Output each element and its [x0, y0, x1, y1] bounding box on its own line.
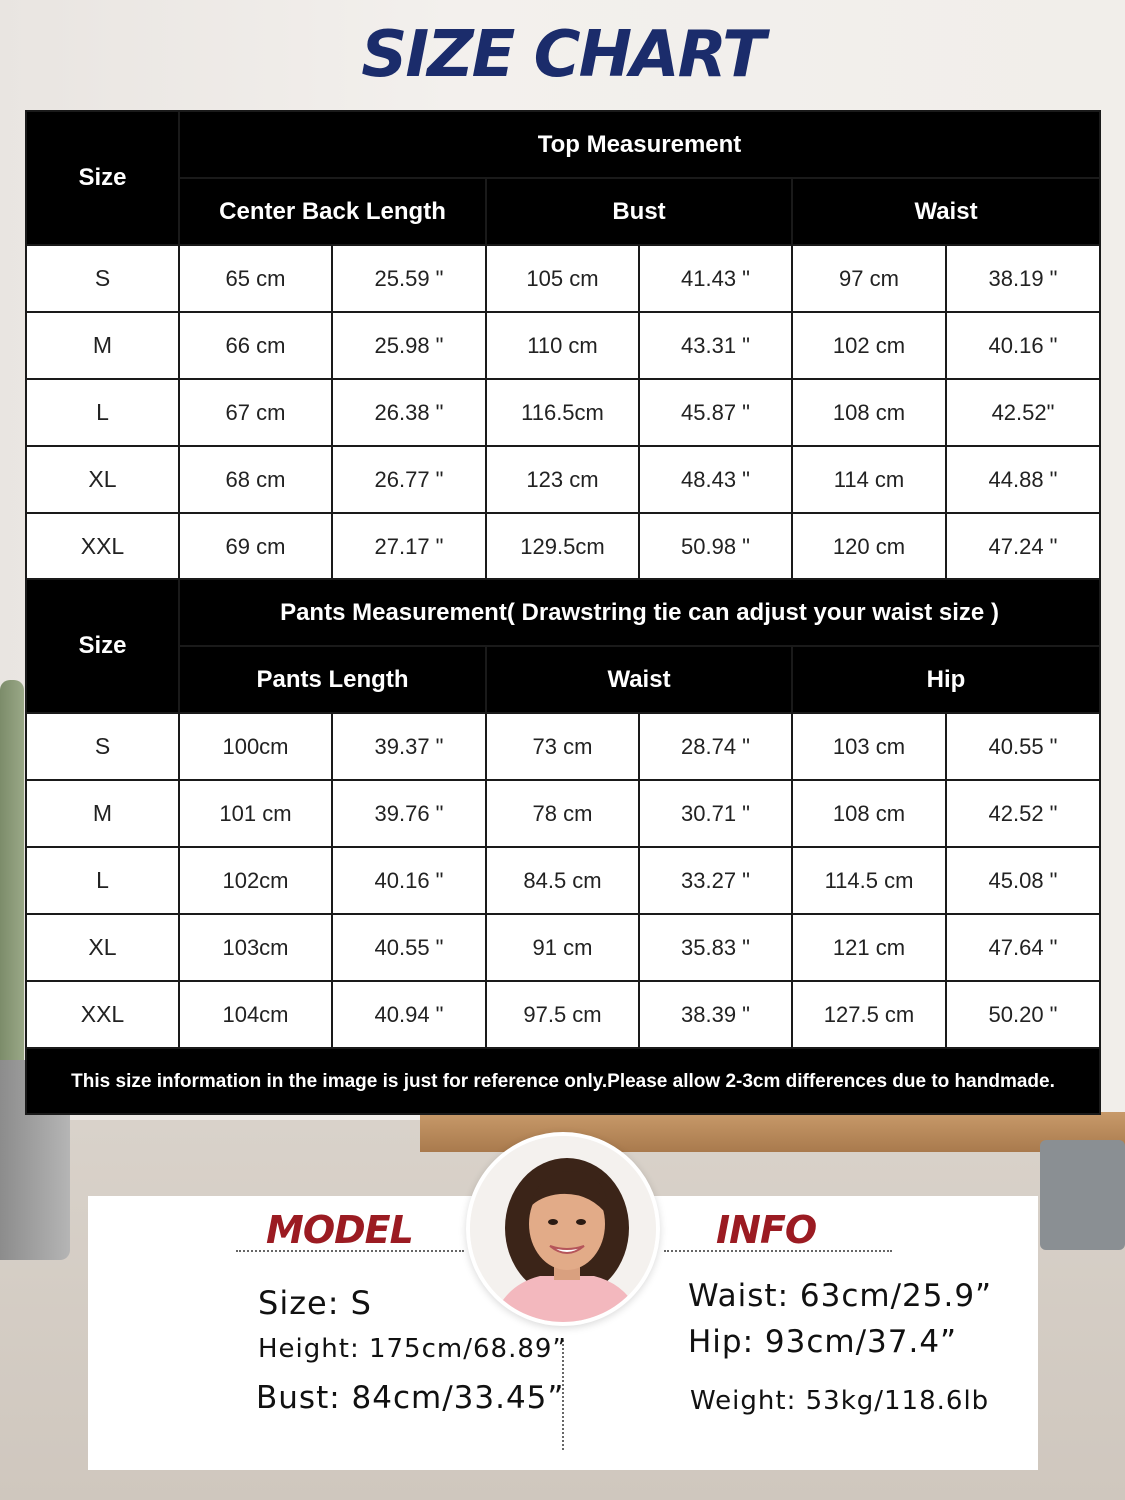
table-cell: 129.5cm: [486, 513, 639, 580]
table-cell: 43.31 ": [639, 312, 792, 379]
column-header-bust: Bust: [486, 178, 792, 245]
table-cell: 114.5 cm: [792, 847, 946, 914]
table-cell: 104cm: [179, 981, 332, 1048]
model-portrait-icon: [466, 1132, 660, 1326]
size-label: L: [26, 847, 179, 914]
model-height: Height: 175cm/68.89”: [258, 1334, 567, 1364]
cushion-decoration: [1040, 1140, 1125, 1250]
table-cell: 45.87 ": [639, 379, 792, 446]
size-label: M: [26, 780, 179, 847]
model-heading: MODEL: [266, 1208, 413, 1252]
model-bust: Bust: 84cm/33.45”: [256, 1380, 565, 1416]
table-cell: 121 cm: [792, 914, 946, 981]
table-row: [26, 446, 1100, 513]
table-cell: 40.55 ": [332, 914, 486, 981]
table-cell: 65 cm: [179, 245, 332, 312]
table-cell: 41.43 ": [639, 245, 792, 312]
column-header-waist: Waist: [486, 646, 792, 713]
table-cell: 38.39 ": [639, 981, 792, 1048]
table-cell: 110 cm: [486, 312, 639, 379]
model-waist: Waist: 63cm/25.9”: [688, 1278, 993, 1314]
table-cell: 68 cm: [179, 446, 332, 513]
table-cell: 40.94 ": [332, 981, 486, 1048]
size-label: XXL: [26, 981, 179, 1048]
table-cell: 120 cm: [792, 513, 946, 580]
column-header-hip: Hip: [792, 646, 1100, 713]
size-label: XXL: [26, 513, 179, 580]
table-cell: 42.52 ": [946, 780, 1100, 847]
table-cell: 30.71 ": [639, 780, 792, 847]
table-row: [26, 847, 1100, 914]
table-cell: 40.16 ": [332, 847, 486, 914]
dotted-divider-left: [236, 1250, 464, 1252]
table-cell: 26.38 ": [332, 379, 486, 446]
size-label: L: [26, 379, 179, 446]
table-row: [26, 513, 1100, 580]
reference-note: This size information in the image is just for reference only.Please allow 2-3cm differences due to handmade.: [26, 1048, 1100, 1114]
table-cell: 45.08 ": [946, 847, 1100, 914]
table-row: [26, 379, 1100, 446]
pants-group-header: Pants Measurement( Drawstring tie can adjust your waist size ): [179, 579, 1100, 646]
table-cell: 50.98 ": [639, 513, 792, 580]
size-label: M: [26, 312, 179, 379]
table-cell: 97 cm: [792, 245, 946, 312]
table-cell: 103cm: [179, 914, 332, 981]
table-cell: 108 cm: [792, 379, 946, 446]
table-cell: 102 cm: [792, 312, 946, 379]
table-cell: 127.5 cm: [792, 981, 946, 1048]
table-cell: 66 cm: [179, 312, 332, 379]
table-cell: 47.24 ": [946, 513, 1100, 580]
table-cell: 38.19 ": [946, 245, 1100, 312]
table-cell: 39.37 ": [332, 713, 486, 780]
table-cell: 35.83 ": [639, 914, 792, 981]
table-cell: 28.74 ": [639, 713, 792, 780]
table-cell: 33.27 ": [639, 847, 792, 914]
column-header-center-back-length: Center Back Length: [179, 178, 486, 245]
top-group-header: Top Measurement: [179, 111, 1100, 178]
table-cell: 102cm: [179, 847, 332, 914]
table-cell: 97.5 cm: [486, 981, 639, 1048]
page-title: SIZE CHART: [361, 18, 764, 92]
model-hip: Hip: 93cm/37.4”: [688, 1324, 958, 1360]
size-label: XL: [26, 446, 179, 513]
column-header-waist: Waist: [792, 178, 1100, 245]
size-label: XL: [26, 914, 179, 981]
table-row: [26, 713, 1100, 780]
table-cell: 39.76 ": [332, 780, 486, 847]
column-header-pants-length: Pants Length: [179, 646, 486, 713]
table-cell: 103 cm: [792, 713, 946, 780]
table-cell: 100cm: [179, 713, 332, 780]
table-cell: 50.20 ": [946, 981, 1100, 1048]
table-cell: 67 cm: [179, 379, 332, 446]
model-size: Size: S: [258, 1284, 372, 1322]
table-cell: 44.88 ": [946, 446, 1100, 513]
table-row: [26, 780, 1100, 847]
table-cell: 108 cm: [792, 780, 946, 847]
table-cell: 69 cm: [179, 513, 332, 580]
table-cell: 48.43 ": [639, 446, 792, 513]
table-cell: 105 cm: [486, 245, 639, 312]
table-row: [26, 981, 1100, 1048]
table-row: [26, 245, 1100, 312]
size-label: S: [26, 245, 179, 312]
table-cell: 84.5 cm: [486, 847, 639, 914]
table-cell: 27.17 ": [332, 513, 486, 580]
table-cell: 40.16 ": [946, 312, 1100, 379]
table-cell: 26.77 ": [332, 446, 486, 513]
table-cell: 78 cm: [486, 780, 639, 847]
table-row: [26, 914, 1100, 981]
table-cell: 91 cm: [486, 914, 639, 981]
table-cell: 25.59 ": [332, 245, 486, 312]
size-header: Size: [26, 579, 179, 713]
size-header: Size: [26, 111, 179, 245]
size-label: S: [26, 713, 179, 780]
table-cell: 101 cm: [179, 780, 332, 847]
table-cell: 40.55 ": [946, 713, 1100, 780]
info-heading: INFO: [716, 1208, 817, 1252]
table-cell: 73 cm: [486, 713, 639, 780]
pants-measurement-table: [25, 578, 1101, 1115]
table-cell: 123 cm: [486, 446, 639, 513]
table-cell: 116.5cm: [486, 379, 639, 446]
cactus-decoration: [0, 680, 24, 1100]
table-cell: 25.98 ": [332, 312, 486, 379]
dotted-divider-right: [664, 1250, 892, 1252]
table-cell: 114 cm: [792, 446, 946, 513]
table-cell: 47.64 ": [946, 914, 1100, 981]
top-measurement-table: [25, 110, 1101, 581]
table-row: [26, 312, 1100, 379]
model-weight: Weight: 53kg/118.6lb: [690, 1386, 990, 1416]
table-cell: 42.52": [946, 379, 1100, 446]
